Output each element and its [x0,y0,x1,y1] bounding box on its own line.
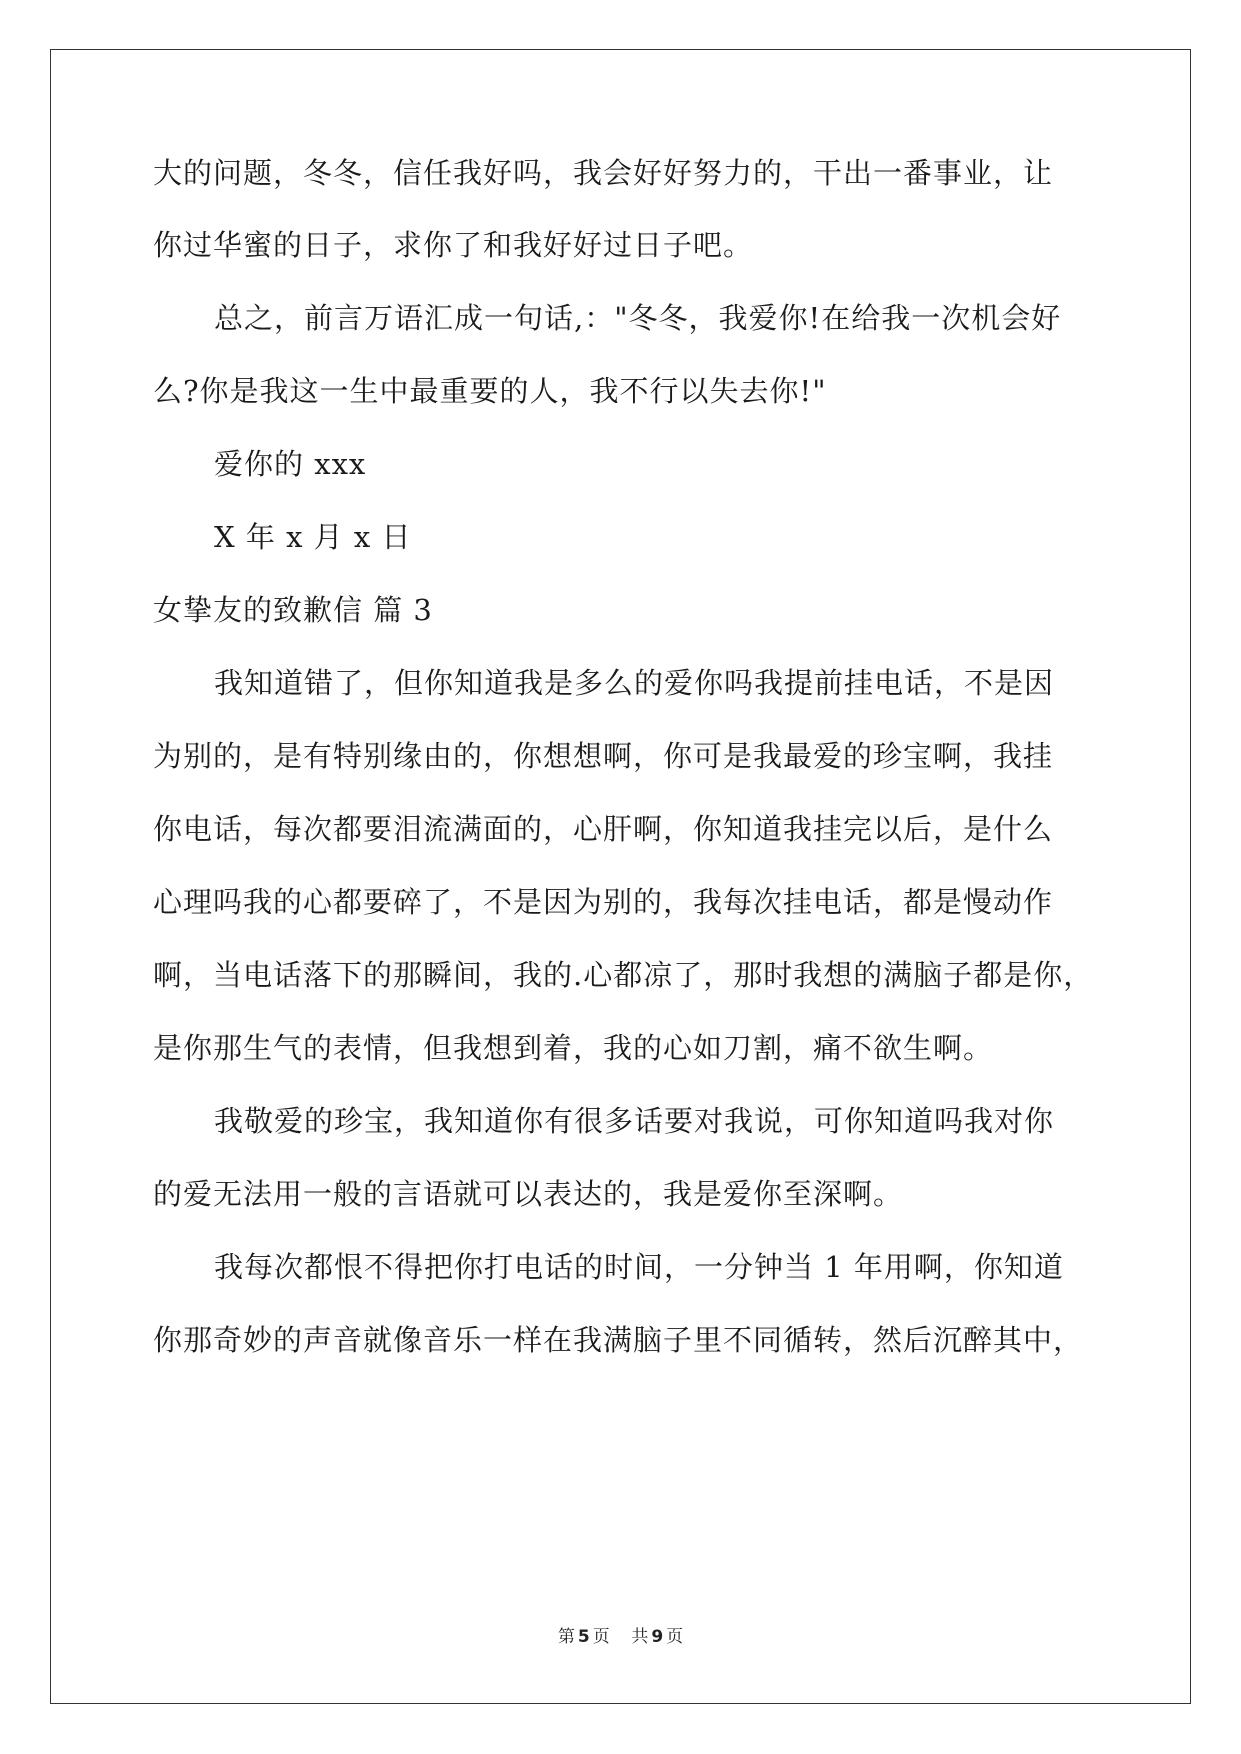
text-line: 为别的，是有特别缘由的，你想想啊，你可是我最爱的珍宝啊，我挂 [153,739,1054,773]
current-page-number: 5 [577,1627,590,1647]
section-heading: 女挚友的致歉信 篇 3 [153,593,433,627]
total-page-number: 9 [651,1627,664,1647]
text-line: 心理吗我的心都要碎了，不是因为别的，我每次挂电话，都是慢动作 [153,885,1054,919]
text-line: 我每次都恨不得把你打电话的时间，一分钟当 1 年用啊，你知道 [214,1250,1064,1284]
text-line: 是你那生气的表情，但我想到着，我的心如刀割，痛不欲生啊。 [153,1031,994,1065]
signature-line: 爱你的 xxx [214,447,367,481]
text-line: 我知道错了，但你知道我是多么的爱你吗我提前挂电话，不是因 [214,666,1055,700]
page-prefix: 第 [557,1627,575,1647]
text-line: 你电话，每次都要泪流满面的，心肝啊，你知道我挂完以后，是什么 [153,812,1054,846]
text-line: 的爱无法用一般的言语就可以表达的，我是爱你至深啊。 [153,1177,904,1211]
date-line: X 年 x 月 x 日 [214,520,412,554]
text-line: 总之，前言万语汇成一句话,："冬冬，我爱你!在给我一次机会好 [214,301,1062,335]
total-suffix: 页 [666,1627,684,1647]
text-line: 我敬爱的珍宝，我知道你有很多话要对我说，可你知道吗我对你 [214,1104,1055,1138]
page-suffix: 页 [592,1627,610,1647]
text-line: 你过华蜜的日子，求你了和我好好过日子吧。 [153,228,754,262]
text-line: 大的问题，冬冬，信任我好吗，我会好好努力的，干出一番事业，让 [153,156,1054,190]
page-footer [0,1625,1241,1649]
total-prefix: 共 [631,1627,649,1647]
text-line: 你那奇妙的声音就像音乐一样在我满脑子里不同循转，然后沉醉其中， [153,1323,1084,1357]
text-line: 啊，当电话落下的那瞬间，我的.心都凉了，那时我想的满脑子都是你， [153,958,1094,992]
text-line: 么?你是我这一生中最重要的人，我不行以失去你!" [153,374,827,408]
